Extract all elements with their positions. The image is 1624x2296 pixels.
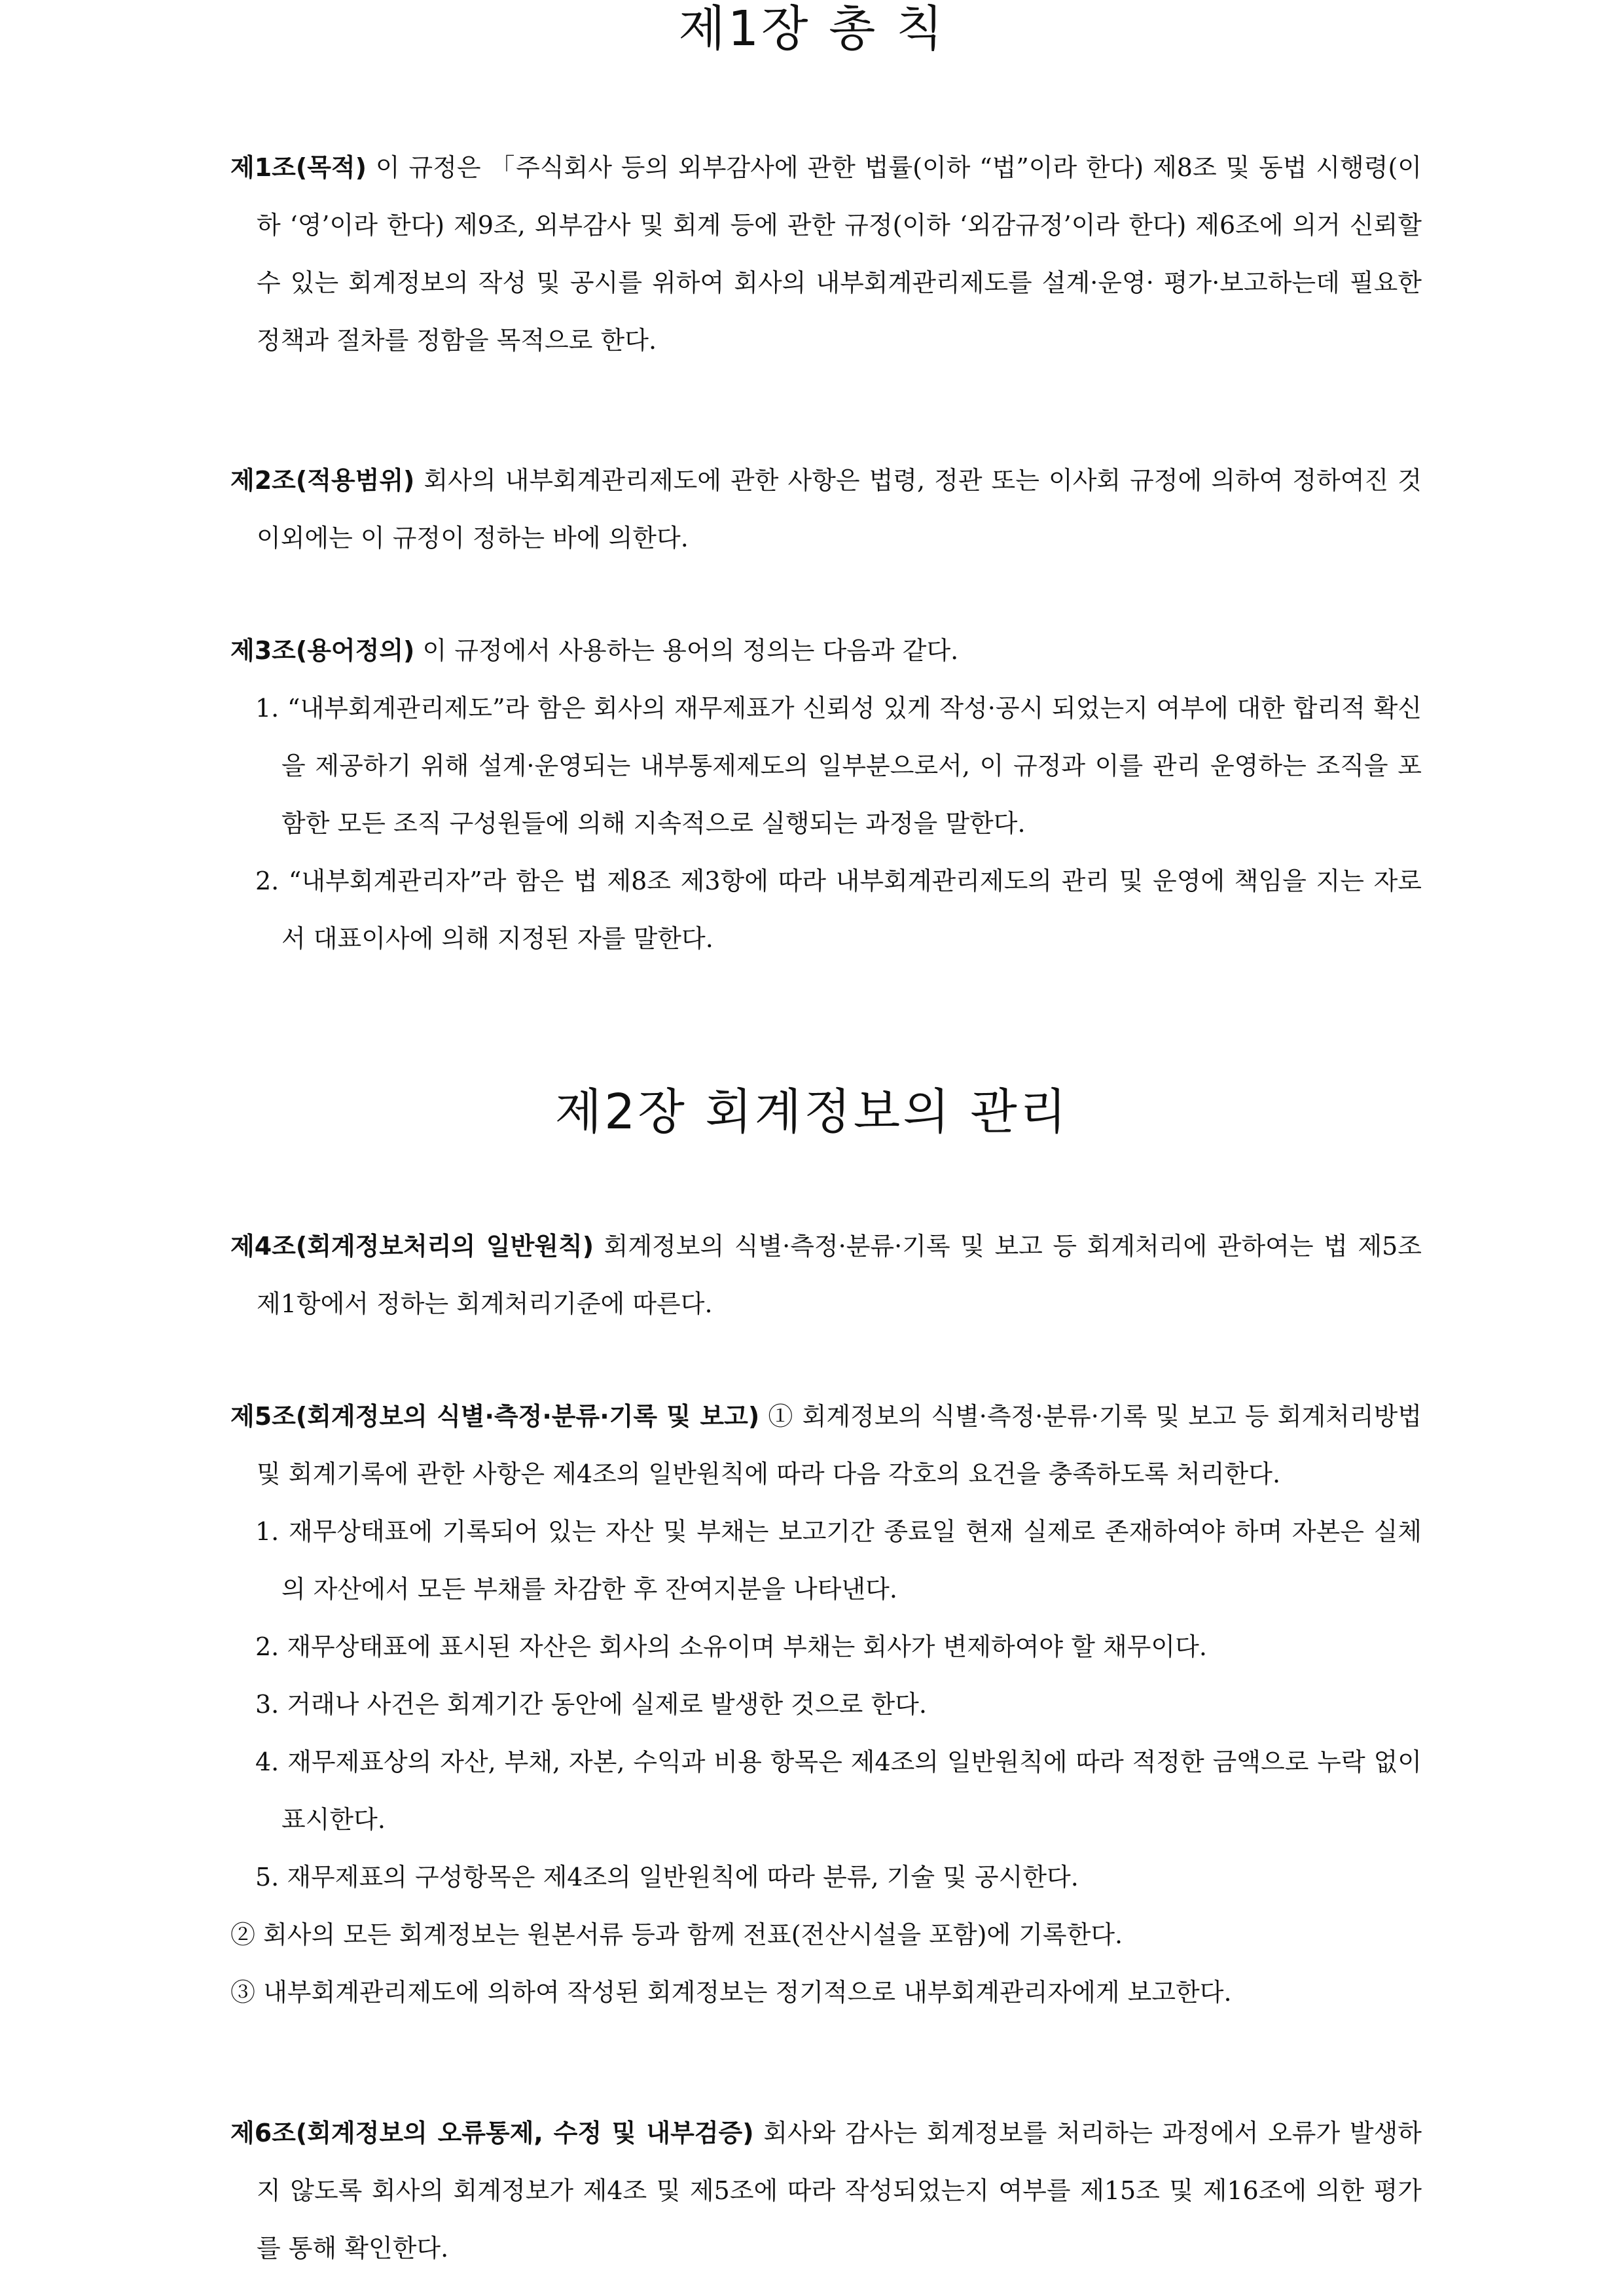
- article-6-paragraph: [230, 2104, 1422, 2277]
- article-3-item: 1. “내부회계관리제도”라 함은 회사의 재무제표가 신뢰성 있게 작성·공시 되었는지 여부에 대한 합리적 확신을 제공하기 위해 설계·운영되는 내부통제제도의 일부분으로서, 이 규정과 이를 관리 운영하는 조직을 포함한 모든 조직 구성원들에 의해 지속적으로 실행되는 과정을 말한다.: [255, 694, 1422, 838]
- article-6: [230, 2104, 1422, 2277]
- article-1-paragraph: [230, 139, 1422, 369]
- article-4-text: 회계정보의 식별·측정·분류·기록 및 보고 등 회계처리에 관하여는 법 제5조 제1항에서 정하는 회계처리기준에 따른다.: [257, 1232, 1422, 1318]
- article-2-paragraph: [230, 452, 1422, 567]
- article-4-title: 제4조(회계정보처리의 일반원칙): [230, 1232, 594, 1261]
- article-1-title: 제1조(목적): [230, 153, 367, 182]
- article-3: [230, 622, 1422, 967]
- article-5-title: 제5조(회계정보의 식별·측정·분류·기록 및 보고): [230, 1402, 760, 1431]
- article-5-item: 5. 재무제표의 구성항목은 제4조의 일반원칙에 따라 분류, 기술 및 공시한다.: [255, 1863, 1079, 1892]
- article-5-item: 2. 재무상태표에 표시된 자산은 회사의 소유이며 부채는 회사가 변제하여야 할 채무이다.: [255, 1632, 1207, 1661]
- article-5-item: 4. 재무제표상의 자산, 부채, 자본, 수익과 비용 항목은 제4조의 일반원칙에 따라 적정한 금액으로 누락 없이 표시한다.: [255, 1748, 1422, 1834]
- chapter-2-heading: 제2장 회계정보의 관리: [554, 1084, 1070, 1140]
- article-6-title: 제6조(회계정보의 오류통제, 수정 및 내부검증): [230, 2119, 754, 2147]
- article-4: [230, 1217, 1422, 1333]
- article-3-text: 이 규정에서 사용하는 용어의 정의는 다음과 같다.: [414, 636, 959, 665]
- article-3-item: 2. “내부회계관리자”라 함은 법 제8조 제3항에 따라 내부회계관리제도의 관리 및 운영에 책임을 지는 자로서 대표이사에 의해 지정된 자를 말한다.: [255, 867, 1422, 953]
- article-1: [230, 139, 1422, 369]
- article-5-paragraph: [230, 1388, 1422, 1503]
- article-3-title: 제3조(용어정의): [230, 636, 415, 665]
- article-4-paragraph: [230, 1217, 1422, 1333]
- article-5-text: ① 회계정보의 식별·측정·분류·기록 및 보고 등 회계처리방법 및 회계기록에 관한 사항은 제4조의 일반원칙에 따라 다음 각호의 요건을 충족하도록 처리한다.: [257, 1402, 1422, 1488]
- article-6-text: 회사와 감사는 회계정보를 처리하는 과정에서 오류가 발생하지 않도록 회사의 회계정보가 제4조 및 제5조에 따라 작성되었는지 여부를 제15조 및 제16조에 의한 평가를 통해 확인한다.: [257, 2119, 1422, 2263]
- article-5-clause: ② 회사의 모든 회계정보는 원본서류 등과 함께 전표(전산시설을 포함)에 기록한다.: [230, 1920, 1123, 1949]
- article-5-item: 3. 거래나 사건은 회계기간 동안에 실제로 발생한 것으로 한다.: [255, 1690, 927, 1719]
- article-5-item: 1. 재무상태표에 기록되어 있는 자산 및 부채는 보고기간 종료일 현재 실제로 존재하여야 하며 자본은 실체의 자산에서 모든 부채를 차감한 후 잔여지분을 나타낸다.: [255, 1517, 1422, 1604]
- article-3-paragraph: [230, 622, 1422, 679]
- article-5-clause: ③ 내부회계관리제도에 의하여 작성된 회계정보는 정기적으로 내부회계관리자에게 보고한다.: [230, 1978, 1232, 2007]
- article-2: [230, 452, 1422, 567]
- article-2-text: 회사의 내부회계관리제도에 관한 사항은 법령, 정관 또는 이사회 규정에 의하여 정하여진 것 이외에는 이 규정이 정하는 바에 의한다.: [257, 466, 1422, 552]
- chapter-1-heading: 제1장 총 칙: [678, 1, 946, 57]
- article-5: [230, 1388, 1422, 2021]
- article-2-title: 제2조(적용범위): [230, 466, 415, 495]
- article-1-text: 이 규정은 「주식회사 등의 외부감사에 관한 법률(이하 “법”이라 한다) 제8조 및 동법 시행령(이하 ‘영’이라 한다) 제9조, 외부감사 및 회계 등에 관한 규정(이하 ‘외감규정’이라 한다) 제6조에 의거 신뢰할 수 있는 회계정보의 작성 및 공시를 위하여 회사의 내부회계관리제도를 설계·운영· 평가·보고하는데 필요한 정책과 절차를 정함을 목적으로 한다.: [257, 153, 1422, 355]
